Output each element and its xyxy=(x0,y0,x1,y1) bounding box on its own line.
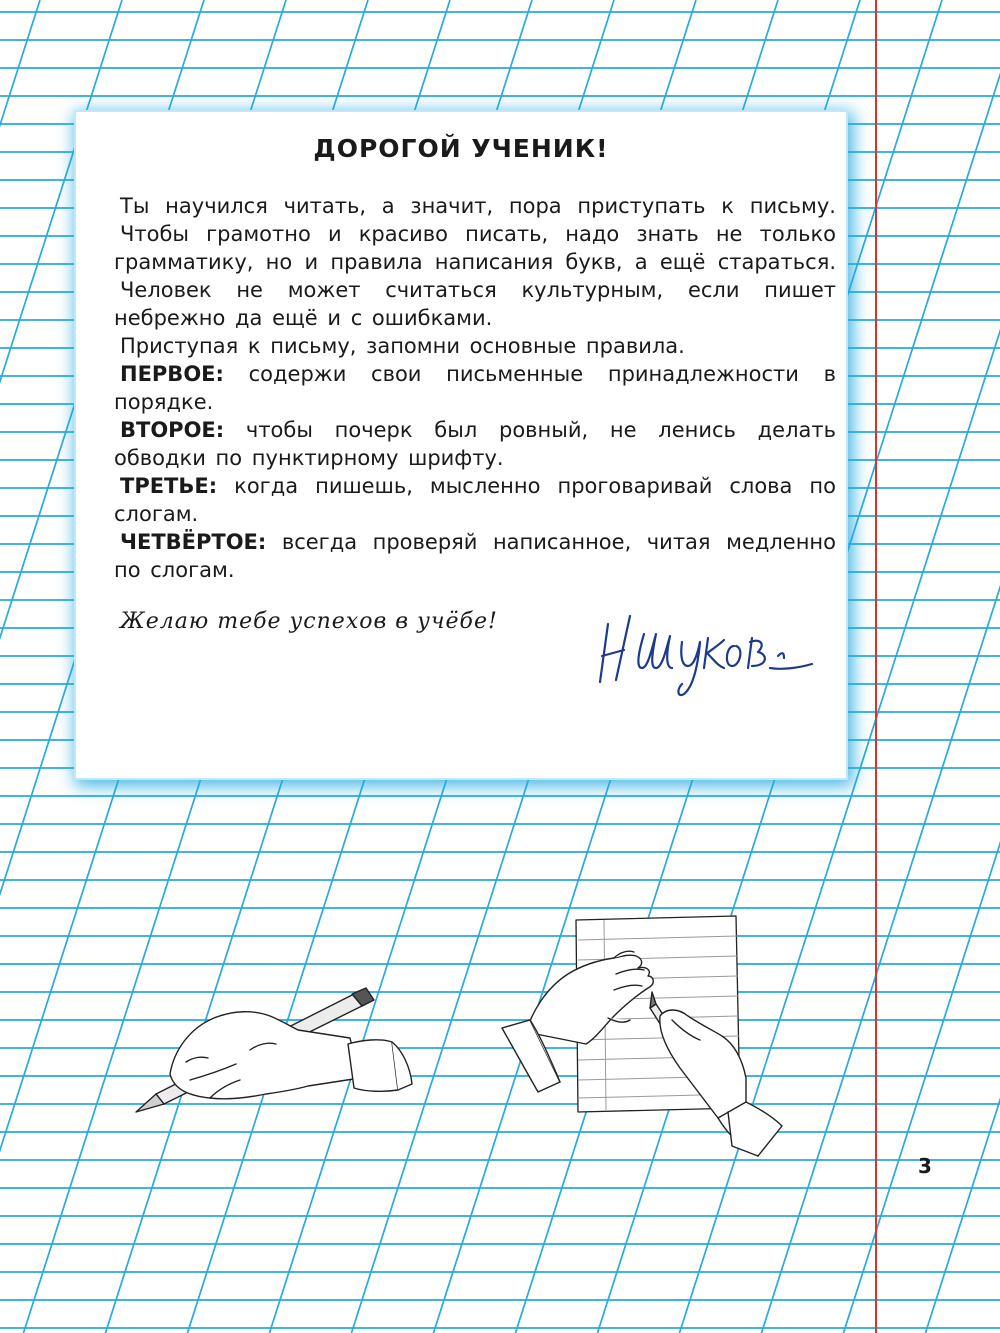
letter-body xyxy=(114,192,836,584)
paragraph: Человек не может считаться культурным, если пишет небрежно да ещё и с ошибками. xyxy=(114,278,836,330)
rule-second: ВТОРОЕ: чтобы почерк был ровный, не ленись делать обводки по пунктирному шрифту. xyxy=(114,418,836,470)
paragraph: Приступая к письму, запомни основные правила. xyxy=(120,334,685,358)
wish-text: Желаю тебе успехов в учёбе! xyxy=(120,609,498,634)
signature-icon xyxy=(586,594,816,704)
rule-fourth: ЧЕТВЁРТОЕ: всегда проверяй написанное, читая медленно по слогам. xyxy=(114,530,837,582)
letter-card xyxy=(76,112,846,778)
rule-first: ПЕРВОЕ: содержи свои письменные принадлежности в порядке. xyxy=(114,362,836,414)
paragraph: Чтобы грамотно и красиво писать, надо знать не только грамматику, но и правила написания букв, а ещё стараться. xyxy=(114,222,836,274)
grid-slant-line xyxy=(843,0,1000,1333)
page-number: 3 xyxy=(918,1154,932,1178)
letter-title: ДОРОГОЙ УЧЕНИК! xyxy=(313,134,609,163)
hand-with-pen-icon xyxy=(130,980,420,1120)
hands-on-paper-icon xyxy=(496,912,796,1177)
rule-third: ТРЕТЬЕ: когда пишешь, мысленно проговаривай слова по слогам. xyxy=(114,474,836,526)
paragraph: Ты научился читать, а значит, пора приступать к письму. xyxy=(120,194,836,218)
grid-slant-line xyxy=(925,0,1000,1333)
